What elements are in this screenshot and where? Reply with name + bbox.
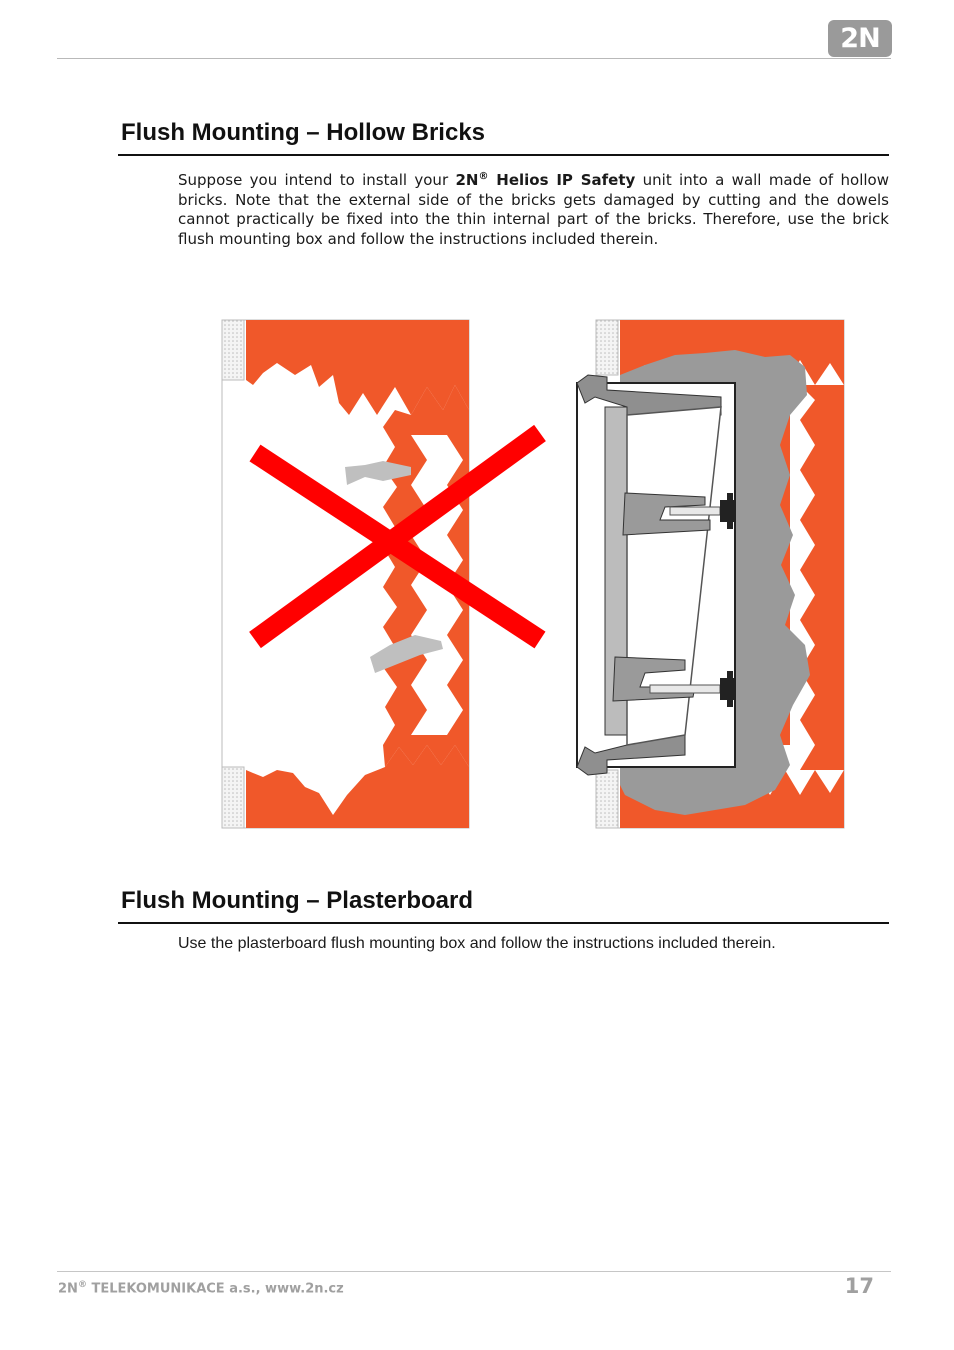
section-title-hollow-bricks: Flush Mounting – Hollow Bricks	[121, 119, 486, 146]
plaster-layer-top	[596, 320, 618, 375]
plaster-layer-top	[222, 320, 244, 380]
section-underline	[118, 922, 889, 924]
footer-divider	[57, 1271, 891, 1272]
section-underline	[118, 154, 889, 156]
plasterboard-paragraph: Use the plasterboard flush mounting box and follow the instructions included therein.	[178, 935, 776, 952]
page-number: 17	[844, 1274, 874, 1298]
company-logo	[828, 20, 892, 57]
header-divider	[57, 58, 891, 59]
logo-text: 2N	[840, 23, 880, 54]
hollow-bricks-paragraph: Suppose you intend to install your 2N® Helios IP Safety unit into a wall made of hollow bricks. Note that the external side of the bricks gets damaged by cutting and the dowels cannot practically be fixed into the thin internal part of the bricks. Therefore, use the brick flush mounting box and follow the instructions included therein.	[178, 171, 889, 248]
plaster-layer-bottom	[222, 767, 244, 828]
correct-mounting-diagram	[577, 320, 844, 828]
plaster-layer-bottom	[596, 770, 618, 828]
incorrect-mounting-diagram	[222, 320, 540, 828]
registered-mark: ®	[478, 171, 489, 182]
brand-name: 2N	[455, 171, 479, 189]
mounting-illustration	[215, 315, 855, 835]
footer-company: 2N® TELEKOMUNIKACE a.s., www.2n.cz	[58, 1280, 344, 1297]
section-title-plasterboard: Flush Mounting – Plasterboard	[121, 887, 474, 914]
product-name: Helios IP Safety	[488, 171, 636, 189]
registered-mark: ®	[77, 1280, 87, 1290]
